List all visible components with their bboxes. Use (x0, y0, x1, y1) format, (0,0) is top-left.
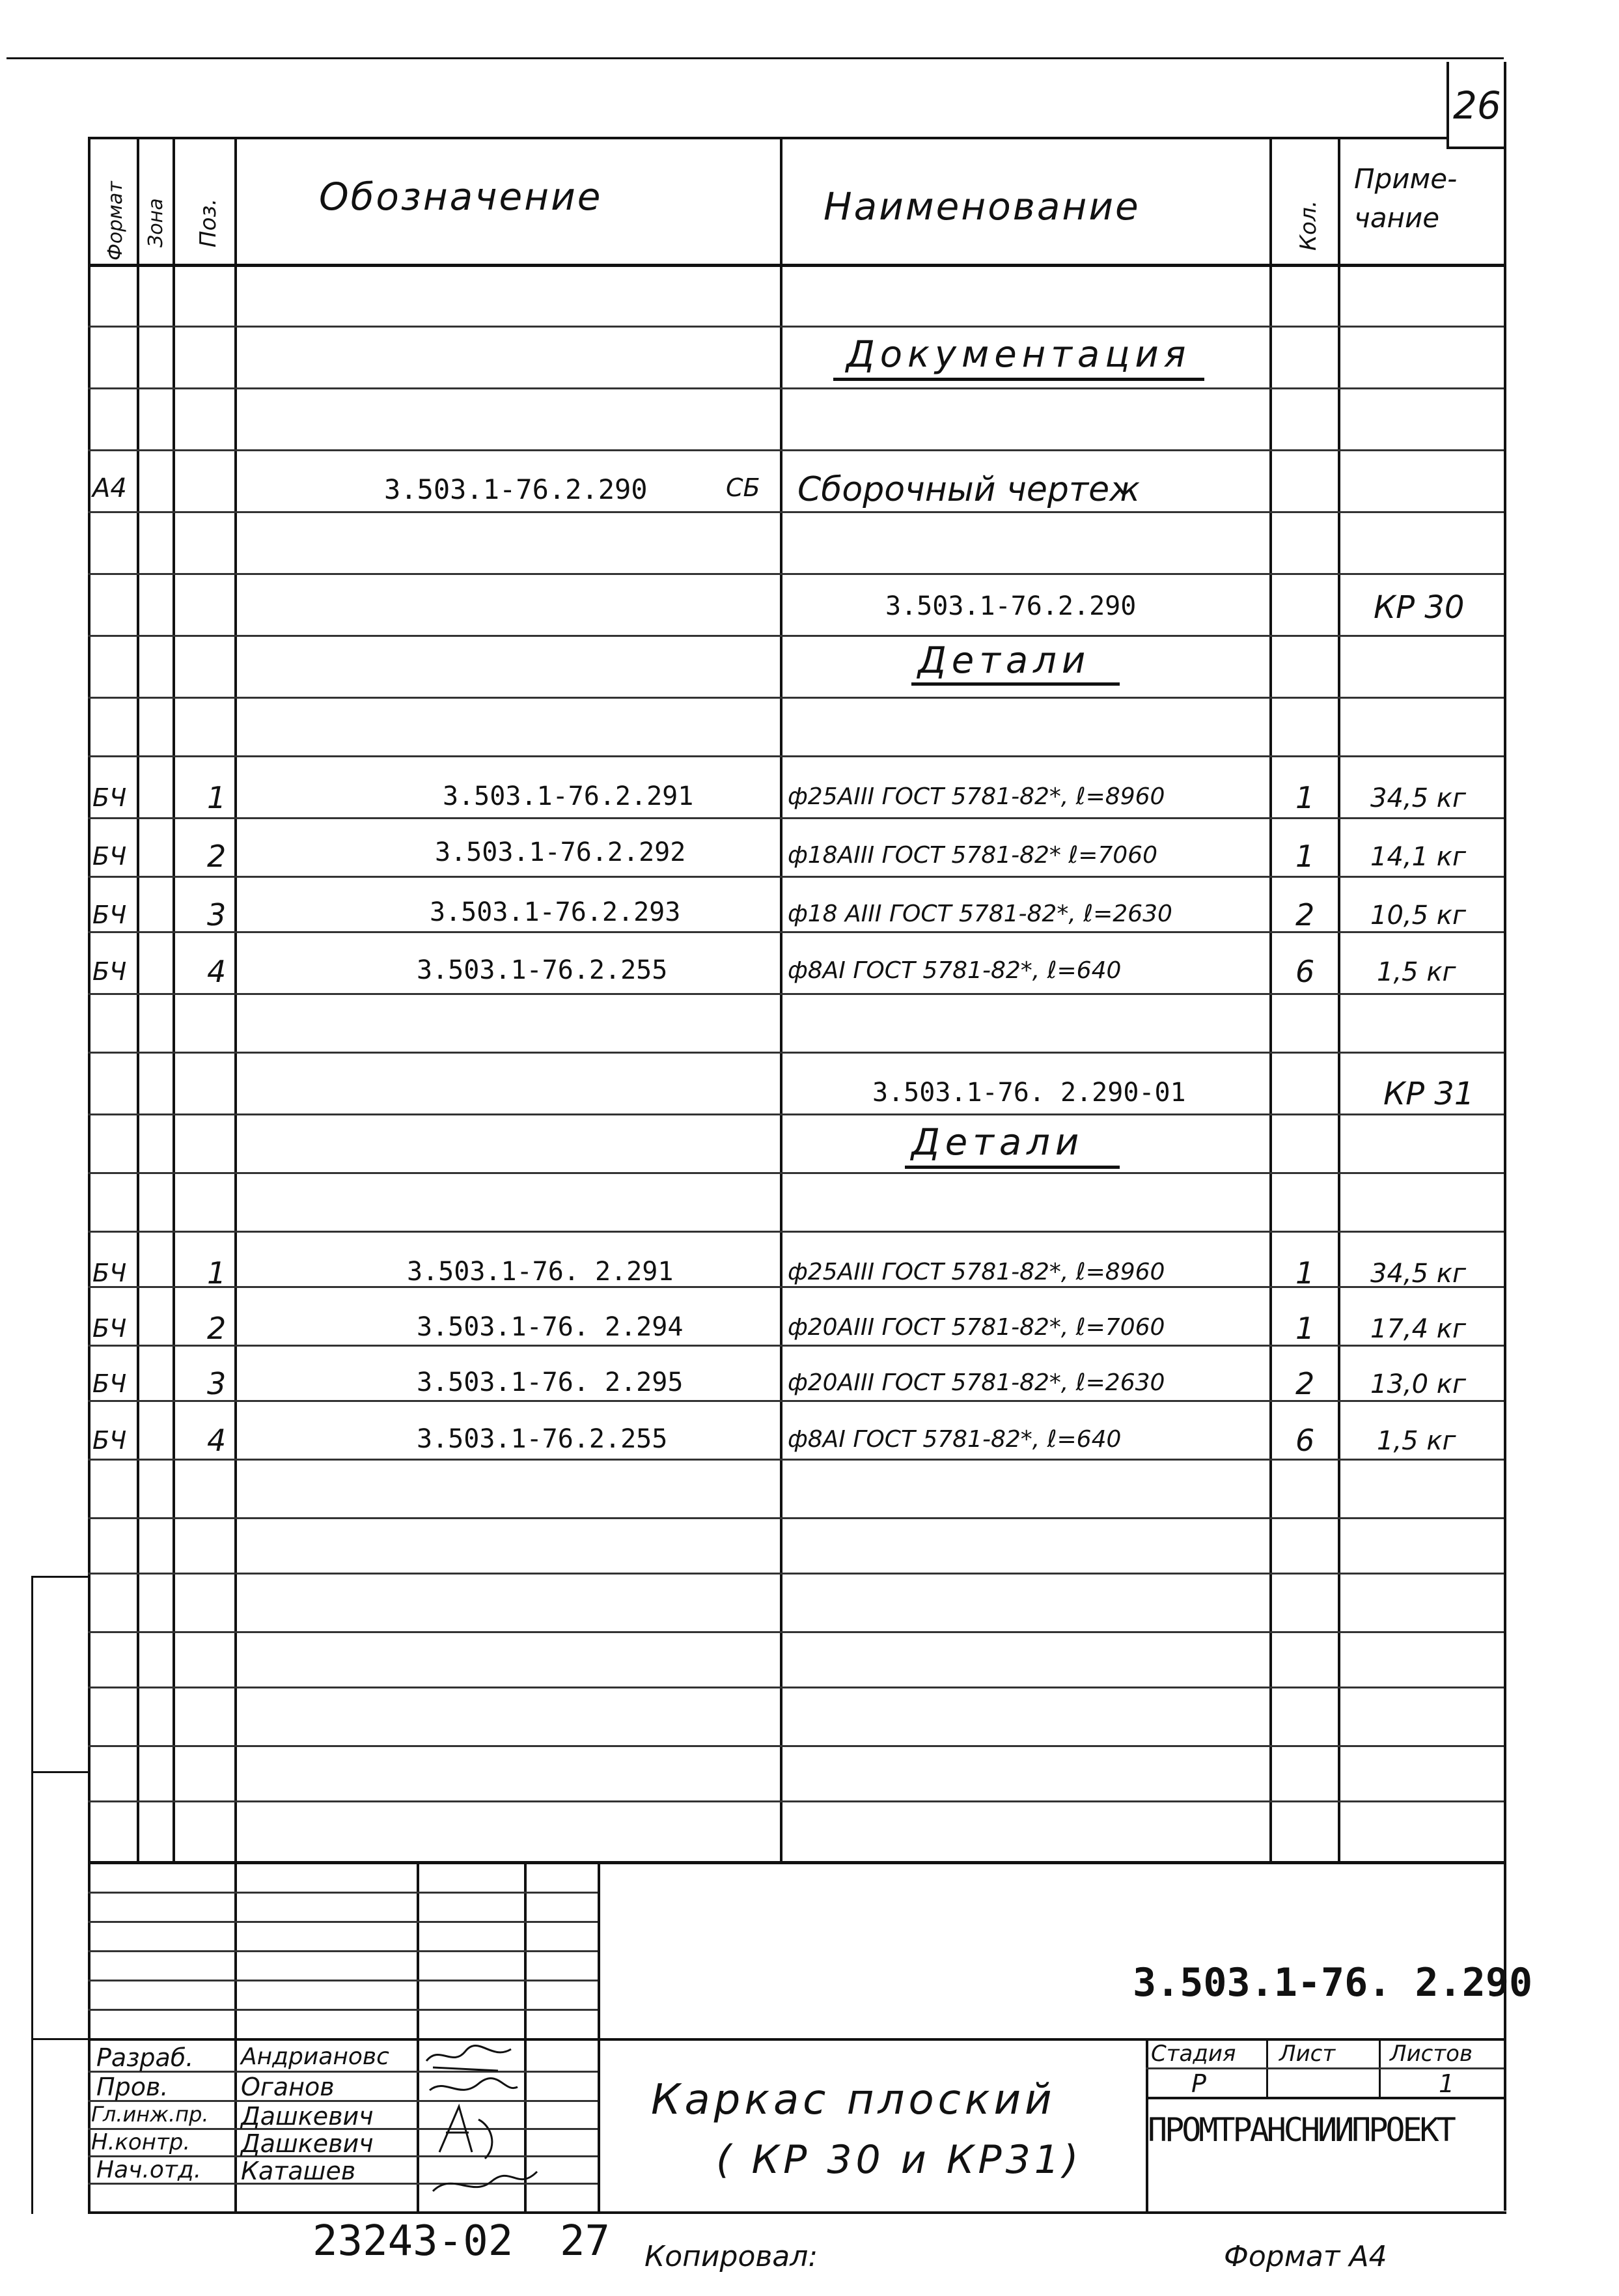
part-format: БЧ (92, 1314, 127, 1343)
part-name: ф25АIII ГОСТ 5781-82*, ℓ=8960 (788, 783, 1165, 810)
row-line (88, 1172, 1504, 1174)
row-line (88, 387, 1504, 389)
row-line (88, 1286, 1504, 1288)
part-name: ф18 АIII ГОСТ 5781-82*, ℓ=2630 (788, 901, 1172, 927)
section-details-2: Детали (911, 1121, 1085, 1164)
col-designation-name-line (780, 137, 782, 1862)
part-format: БЧ (92, 901, 127, 929)
title-block-top-line (88, 1861, 1504, 1864)
title-line1: Каркас плоский (651, 2076, 1056, 2124)
part-qty: 6 (1295, 1423, 1315, 1458)
signatures (420, 2041, 550, 2211)
tb-name: Андриановс (241, 2043, 389, 2070)
organization: ПРОМТРАНСНИИПРОЕКТ (1148, 2111, 1454, 2149)
part-pos: 4 (207, 954, 227, 989)
part-format: БЧ (92, 842, 127, 871)
signature-stroke (426, 2046, 511, 2071)
row-line (88, 876, 1504, 878)
part-designation: 3.503.1-76.2.292 (435, 837, 686, 867)
part-pos: 1 (207, 780, 227, 815)
tb-col-line (234, 1861, 237, 2213)
footer-copied-label: Копировал: (644, 2240, 818, 2273)
part-name: ф8АI ГОСТ 5781-82*, ℓ=640 (788, 957, 1122, 984)
title-line2: ( КР 30 и КР31) (716, 2137, 1083, 2183)
row-line (88, 1113, 1504, 1115)
binding-strip-line (31, 2038, 90, 2040)
tb-name: Оганов (241, 2073, 335, 2101)
stage-value: Р (1191, 2069, 1206, 2098)
row-line (88, 993, 1504, 995)
sheets-label: Листов (1390, 2041, 1473, 2067)
part-name: ф25АIII ГОСТ 5781-82*, ℓ=8960 (788, 1259, 1165, 1285)
tb-col-line (598, 1861, 600, 2213)
tb-role: Нач.отд. (96, 2157, 202, 2183)
row-line (88, 755, 1504, 757)
row-line (88, 1231, 1504, 1233)
part-format: БЧ (92, 957, 127, 986)
document-code: 3.503.1-76. 2.290 (1133, 1960, 1533, 2006)
doc-row-suffix: СБ (726, 473, 760, 502)
footer-format-label: Формат А4 (1224, 2240, 1387, 2273)
col-pos-designation-line (234, 137, 237, 1862)
sheet-number-box-left (1446, 62, 1449, 147)
binding-strip-left (31, 1576, 33, 2214)
header-designation: Обозначение (319, 175, 603, 219)
row-line (88, 817, 1504, 819)
tb-name: Дашкевич (241, 2129, 374, 2158)
row-line (88, 1687, 1504, 1688)
row-line (88, 1517, 1504, 1519)
section-details-2-underline (905, 1166, 1120, 1169)
part-note: 34,5 кг (1370, 783, 1466, 813)
part-qty: 1 (1295, 1311, 1315, 1346)
binding-strip-line (31, 1576, 90, 1578)
row-line (88, 635, 1504, 637)
part-note: 17,4 кг (1370, 1314, 1466, 1344)
bottom-frame-border (88, 2211, 1506, 2214)
part-pos: 2 (207, 1311, 227, 1346)
header-note-line2: чание (1354, 202, 1440, 234)
part-note: 10,5 кг (1370, 901, 1466, 931)
part-qty: 1 (1295, 780, 1315, 815)
part-name: ф18АIII ГОСТ 5781-82* ℓ=7060 (788, 842, 1157, 869)
header-note-line1: Приме- (1354, 163, 1458, 195)
header-format: Формат (104, 181, 127, 260)
part-pos: 2 (207, 839, 227, 874)
part-name: ф20АIII ГОСТ 5781-82*, ℓ=2630 (788, 1369, 1165, 1396)
part-note: 34,5 кг (1370, 1259, 1466, 1289)
part-format: БЧ (92, 1426, 127, 1455)
section-details-1-underline (911, 682, 1120, 686)
section-documentation-underline (833, 378, 1204, 381)
variant-2-designation: 3.503.1-76. 2.290-01 (872, 1078, 1186, 1108)
part-pos: 4 (207, 1423, 227, 1458)
part-designation: 3.503.1-76. 2.294 (417, 1312, 684, 1342)
part-note: 1,5 кг (1377, 957, 1456, 987)
signature-stroke (430, 2079, 518, 2090)
row-line (88, 1745, 1504, 1747)
part-pos: 3 (207, 1366, 227, 1401)
row-line (88, 573, 1504, 575)
part-designation: 3.503.1-76.2.293 (430, 897, 681, 927)
part-pos: 3 (207, 897, 227, 932)
section-details-1: Детали (918, 639, 1091, 682)
part-qty: 6 (1295, 954, 1315, 989)
part-note: 14,1 кг (1370, 842, 1466, 872)
left-frame-border (88, 137, 90, 2214)
tb-row-line (88, 1921, 598, 1923)
section-documentation: Документация (846, 333, 1191, 376)
part-qty: 1 (1295, 839, 1315, 874)
tb-col-line (417, 1861, 419, 2213)
part-name: ф20АIII ГОСТ 5781-82*, ℓ=7060 (788, 1314, 1165, 1341)
tb-role: Разраб. (96, 2043, 194, 2072)
tb-row-line (88, 1892, 598, 1894)
part-format: БЧ (92, 1259, 127, 1287)
part-note: 13,0 кг (1370, 1369, 1466, 1399)
sheet-label: Лист (1279, 2041, 1336, 2067)
header-zone: Зона (145, 198, 167, 247)
stage-label: Стадия (1151, 2041, 1236, 2067)
variant-1-designation: 3.503.1-76.2.290 (885, 591, 1137, 621)
signature-stroke (439, 2107, 492, 2159)
header-name: Наименование (823, 184, 1141, 229)
right-frame-border (1504, 62, 1506, 2211)
col-zone-pos-line (173, 137, 175, 1862)
part-designation: 3.503.1-76.2.291 (443, 781, 694, 811)
doc-row-format: А4 (92, 473, 127, 503)
tb-row-line (88, 1950, 598, 1952)
row-line (88, 1631, 1504, 1633)
row-line (88, 1345, 1504, 1347)
signature-stroke (433, 2172, 537, 2191)
row-line (88, 511, 1504, 513)
variant-2-note: КР 31 (1383, 1076, 1474, 1112)
header-qty: Кол. (1295, 200, 1321, 251)
row-line (88, 1459, 1504, 1461)
header-pos: Поз. (195, 198, 221, 247)
row-line (88, 449, 1504, 451)
tb-row-line (88, 1980, 598, 1981)
footer-inventory: 23243-02 (312, 2217, 514, 2265)
row-line (88, 1400, 1504, 1402)
tb-role: Н.контр. (91, 2129, 191, 2155)
part-designation: 3.503.1-76.2.255 (417, 955, 668, 985)
row-line (88, 697, 1504, 699)
part-pos: 1 (207, 1255, 227, 1291)
tb-role: Гл.инж.пр. (91, 2102, 209, 2127)
part-designation: 3.503.1-76. 2.291 (407, 1257, 674, 1287)
part-note: 1,5 кг (1377, 1426, 1456, 1456)
row-line (88, 931, 1504, 933)
part-designation: 3.503.1-76. 2.295 (417, 1367, 684, 1397)
tb-name: Каташев (241, 2157, 356, 2185)
tb-role: Пров. (96, 2073, 169, 2101)
part-designation: 3.503.1-76.2.255 (417, 1424, 668, 1454)
tb-row-line (88, 2009, 598, 2011)
row-line (88, 1052, 1504, 1054)
row-line (88, 326, 1504, 328)
col-format-zone-line (137, 137, 139, 1862)
part-qty: 1 (1295, 1255, 1315, 1291)
row-line (88, 1573, 1504, 1575)
part-qty: 2 (1295, 897, 1315, 932)
top-trim-line (7, 57, 1504, 59)
footer-page: 27 (560, 2217, 611, 2265)
part-name: ф8АI ГОСТ 5781-82*, ℓ=640 (788, 1426, 1122, 1453)
part-format: БЧ (92, 1369, 127, 1398)
row-line (88, 1800, 1504, 1802)
table-top-line (88, 137, 1448, 139)
doc-row-name: Сборочный чертеж (797, 470, 1140, 509)
col-qty-note-line (1338, 137, 1340, 1862)
sheets-value: 1 (1439, 2069, 1455, 2098)
header-bottom-line (88, 264, 1504, 267)
sheet-number: 26 (1453, 83, 1501, 128)
tb-name: Дашкевич (241, 2102, 374, 2131)
part-qty: 2 (1295, 1366, 1315, 1401)
col-name-qty-line (1269, 137, 1272, 1862)
binding-strip-line (31, 1771, 90, 1773)
part-format: БЧ (92, 783, 127, 812)
sheet-number-box-bottom (1446, 147, 1506, 149)
variant-1-note: КР 30 (1374, 589, 1465, 626)
doc-row-designation: 3.503.1-76.2.290 (384, 473, 648, 505)
